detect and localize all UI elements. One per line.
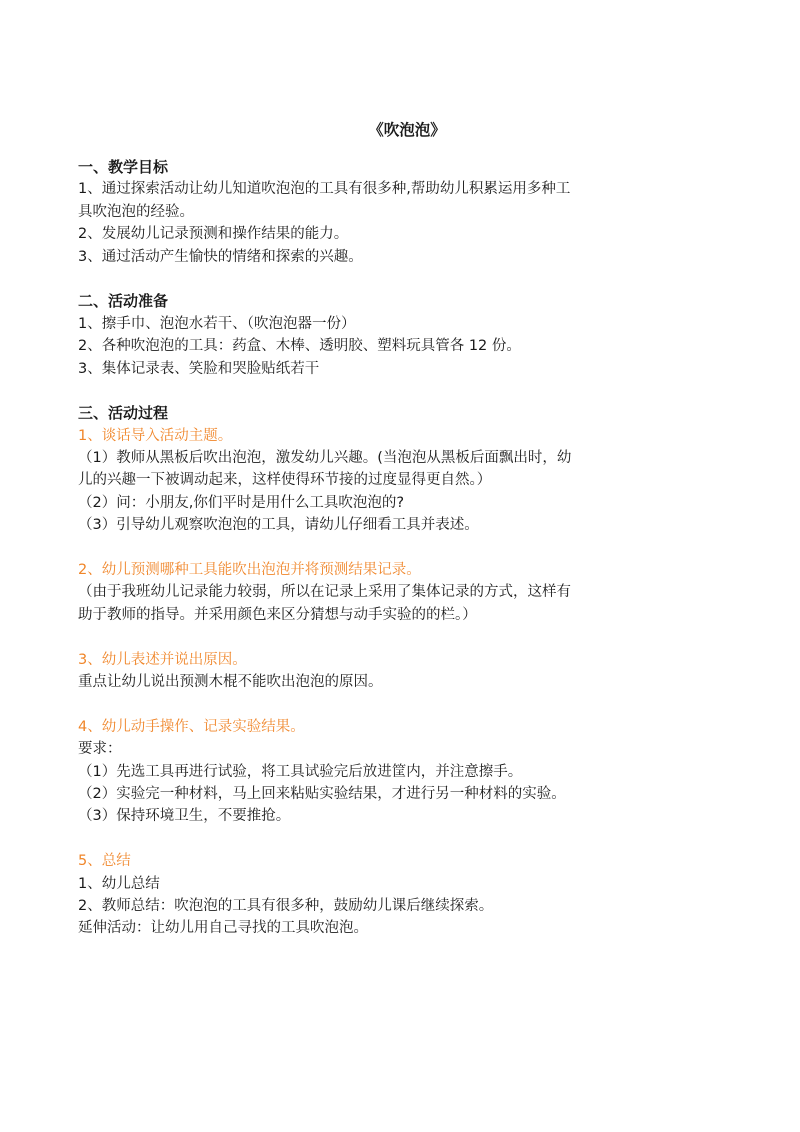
step-line: 延伸活动：让幼儿用自己寻找的工具吹泡泡。 (78, 920, 368, 937)
step-line: 儿的兴趣一下被调动起来，这样使得环节接的过度显得更自然。） (78, 472, 492, 489)
goal-line: 1、通过探索活动让幼儿知道吹泡泡的工具有很多种,帮助幼儿积累运用多种工 (78, 181, 571, 198)
step-line: （1）先选工具再进行试验，将工具试验完后放进筐内，并注意擦手。 (78, 763, 523, 780)
step-line: （2）实验完一种材料，马上回来粘贴实验结果，才进行另一种材料的实验。 (78, 785, 566, 802)
step-line: 要求： (78, 741, 122, 758)
preparation-line: 2、各种吹泡泡的工具：药盒、木棒、透明胶、塑料玩具管各 12 份。 (78, 338, 521, 355)
goal-line: 2、发展幼儿记录预测和操作结果的能力。 (78, 226, 349, 243)
document-title: 《吹泡泡》 (368, 121, 446, 139)
step-line: （2）问：小朋友,你们平时是用什么工具吹泡泡的? (78, 494, 405, 511)
step-title-1: 1、谈话导入活动主题。 (78, 427, 233, 444)
step-title-2: 2、幼儿预测哪种工具能吹出泡泡并将预测结果记录。 (78, 562, 421, 579)
preparation-line: 1、擦手巾、泡泡水若干、（吹泡泡器一份） (78, 315, 356, 332)
step-line: 2、教师总结：吹泡泡的工具有很多种，鼓励幼儿课后继续探索。 (78, 897, 494, 914)
step-line: （3）引导幼儿观察吹泡泡的工具，请幼儿仔细看工具并表述。 (78, 517, 479, 534)
spacer (78, 693, 728, 715)
spacer (78, 828, 728, 850)
step-line: 重点让幼儿说出预测木棍不能吹出泡泡的原因。 (78, 673, 383, 690)
section-heading-preparation: 二、活动准备 (78, 292, 169, 311)
spacer (78, 537, 728, 559)
spacer (78, 626, 728, 648)
step-line: （3）保持环境卫生，不要推抢。 (78, 808, 291, 825)
step-title-3: 3、幼儿表述并说出原因。 (78, 651, 247, 668)
step-line: （1）教师从黑板后吹出泡泡，激发幼儿兴趣。(当泡泡从黑板后面飘出时，幼 (78, 450, 572, 467)
section-heading-process: 三、活动过程 (78, 404, 169, 423)
spacer (78, 268, 728, 290)
step-line: 助于教师的指导。并采用颜色来区分猜想与动手实验的的栏。） (78, 606, 477, 623)
preparation-line: 3、集体记录表、笑脸和哭脸贴纸若干 (78, 360, 320, 377)
step-line: 1、幼儿总结 (78, 875, 160, 892)
goal-line: 具吹泡泡的经验。 (78, 203, 194, 220)
spacer (78, 380, 728, 402)
step-title-4: 4、幼儿动手操作、记录实验结果。 (78, 718, 305, 735)
section-heading-goals: 一、教学目标 (78, 158, 169, 176)
step-title-5: 5、总结 (78, 853, 131, 870)
goal-line: 3、通过活动产生愉快的情绪和探索的兴趣。 (78, 248, 363, 265)
document-page (78, 118, 728, 940)
step-line: （由于我班幼儿记录能力较弱，所以在记录上采用了集体记录的方式，这样有 (78, 584, 571, 601)
